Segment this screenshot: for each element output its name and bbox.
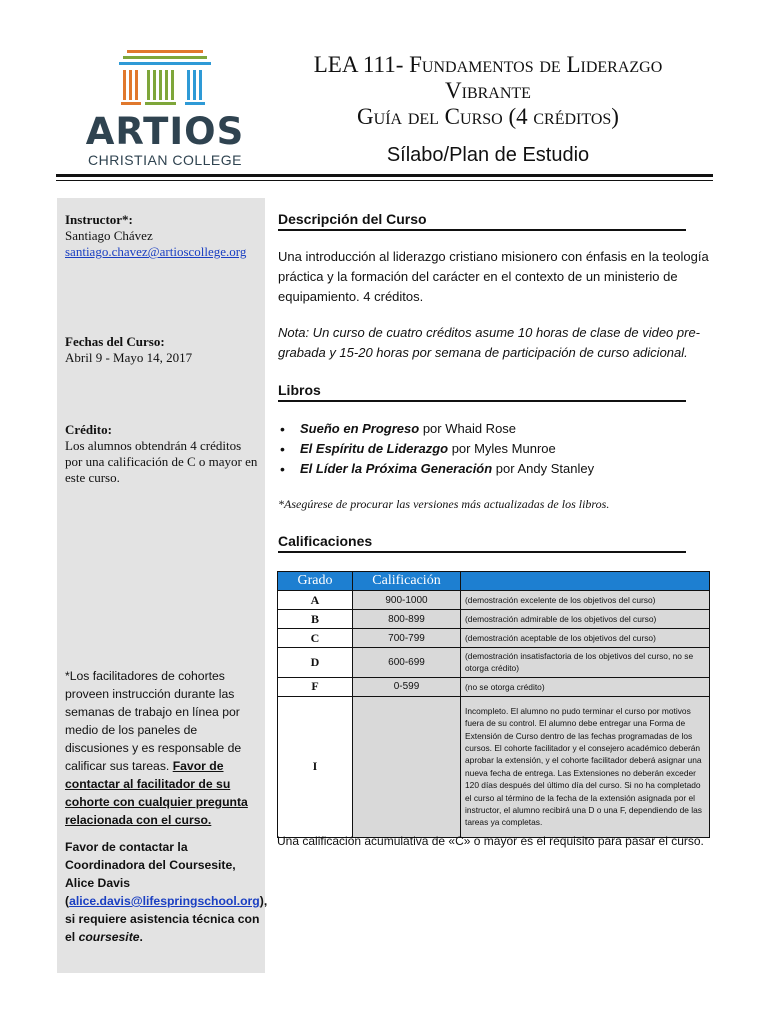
credit-block — [65, 422, 261, 486]
score-cell: 700-799 — [353, 629, 461, 648]
book-item: • El Espíritu de Liderazgo por Myles Munroe — [278, 439, 718, 459]
facilitator-note-text: *Los facilitadores de cohortes proveen instrucción durante las semanas de trabajo en línea por medio de los paneles de discusiones y es responsable de calificar sus tareas. — [65, 669, 242, 773]
course-title-block — [268, 52, 708, 167]
grade-cell: F — [278, 677, 353, 696]
grade-cell: B — [278, 610, 353, 629]
description-text: Una introducción al liderazgo cristiano misionero con énfasis en la teología práctica y la formación del carácter en el contexto de un ministerio de equipamiento. 4 créditos. — [278, 249, 709, 304]
description-column-header — [461, 572, 710, 591]
grade-cell: C — [278, 629, 353, 648]
description-cell: (demostración admirable de los objetivos del curso) — [461, 610, 710, 629]
course-title-line-2: Vibrante — [445, 78, 531, 103]
tech-support-text: Favor de contactar la Coordinadora del Coursesite, Alice Davis — [65, 840, 236, 890]
description-cell: (no se otorga crédito) — [461, 677, 710, 696]
table-row — [278, 591, 710, 610]
logo-tagline: CHRISTIAN COLLEGE — [88, 152, 242, 168]
artios-logo — [80, 48, 250, 172]
instructor-name: Santiago Chávez — [65, 228, 153, 243]
coursesite-word: coursesite — [78, 930, 140, 944]
instructor-heading: Instructor*: — [65, 212, 133, 227]
score-cell: 800-899 — [353, 610, 461, 629]
score-cell: 0-599 — [353, 677, 461, 696]
grade-cell: A — [278, 591, 353, 610]
table-row — [278, 648, 710, 678]
logo-name: ARTIOS — [85, 110, 245, 153]
grades-header-row — [278, 572, 710, 591]
tech-support-note: Favor de contactar la Coordinadora del Coursesite, Alice Davis (alice.davis@lifespringschool.org), si requiere asistencia técnica con el coursesite. — [65, 840, 268, 944]
grade-column-header: Grado — [278, 572, 353, 591]
header-divider-thin — [56, 180, 713, 181]
passing-requirement-note: Una calificación acumulativa de «C» o mayor es el requisito para pasar el curso. — [277, 834, 704, 848]
grades-table — [277, 571, 710, 838]
score-cell: 600-699 — [353, 648, 461, 678]
sidebar — [57, 198, 268, 973]
dates-value: Abril 9 - Mayo 14, 2017 — [65, 350, 193, 365]
grade-cell: I — [278, 696, 353, 837]
description-note: Nota: Un curso de cuatro créditos asume 10 horas de clase de video pre-grabada y 15-20 horas por semana de participación de curso adicional. — [278, 325, 701, 360]
credit-text: Los alumnos obtendrán 4 créditos por una calificación de C o mayor en este curso. — [65, 438, 258, 485]
facilitator-contact-note: Favor de contactar al facilitador de su cohorte con cualquier pregunta relacionada con el curso. — [65, 759, 248, 827]
course-title-line-3: Guía del Curso (4 créditos) — [357, 104, 619, 129]
tech-support-text-post: , si requiere asistencia técnica con el — [65, 894, 268, 944]
credit-heading: Crédito: — [65, 422, 112, 437]
description-cell: (demostración aceptable de los objetivos del curso) — [461, 629, 710, 648]
book-item: • El Líder la Próxima Generación por Andy Stanley — [278, 459, 718, 479]
syllabus-subtitle: Sílabo/Plan de Estudio — [386, 144, 590, 166]
grade-cell: D — [278, 648, 353, 678]
coordinator-email-link[interactable]: alice.davis@lifespringschool.org — [69, 894, 260, 908]
score-cell: 900-1000 — [353, 591, 461, 610]
dates-block — [65, 334, 261, 366]
course-title-line-1: LEA 111- Fundamentos de Liderazgo — [313, 52, 663, 77]
description-cell: Incompleto. El alumno no pudo terminar el curso por motivos fuera de su control. El alumno debe entregar una Forma de Extensión de Curso dentro de las fechas programadas de los cursos. El cohorte facilitador y el consejero académico deberán aprobar la extensión, y el cohorte facilitador deberá asignar una nueva fecha de entrega. Las Extensiones no deberán exceder 120 días después del último día del curso. Si no ha completado el curso al término de la fecha de la extensión asignada por el instructor, el alumno recibirá una D o una F, dependiendo de las tareas ya completas. — [461, 696, 710, 837]
instructor-email-link[interactable]: santiago.chavez@artioscollege.org — [65, 244, 247, 259]
header-divider-thick — [56, 174, 713, 177]
grades-heading: Calificaciones — [278, 533, 686, 553]
book-item: • Sueño en Progreso por Whaid Rose — [278, 419, 718, 439]
table-row — [278, 677, 710, 696]
books-heading: Libros — [278, 382, 686, 402]
columns-logo-icon — [117, 48, 213, 108]
books-list — [278, 419, 718, 479]
table-row — [278, 629, 710, 648]
description-heading: Descripción del Curso — [278, 211, 686, 231]
dates-heading: Fechas del Curso: — [65, 334, 165, 349]
description-cell: (demostración insatisfactoria de los objetivos del curso, no se otorga crédito) — [461, 648, 710, 678]
table-row — [278, 696, 710, 837]
score-cell — [353, 696, 461, 837]
instructor-block — [65, 212, 261, 260]
description-cell: (demostración excelente de los objetivos del curso) — [461, 591, 710, 610]
score-column-header: Calificación — [353, 572, 461, 591]
facilitator-note — [65, 667, 263, 829]
table-row — [278, 610, 710, 629]
books-note: *Asegúrese de procurar las versiones más actualizadas de los libros. — [278, 497, 610, 511]
